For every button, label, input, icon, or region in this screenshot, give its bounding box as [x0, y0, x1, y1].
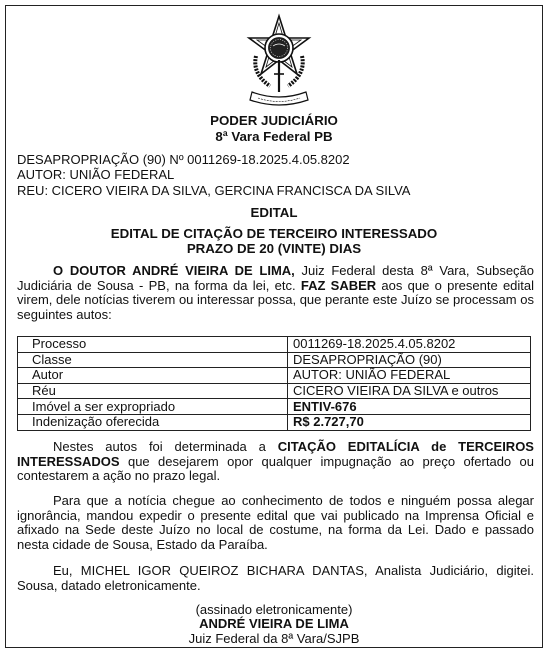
citation-bold: CITAÇÃO EDITALÍCIA de TERCEIROS INTERESSADOS [17, 439, 534, 469]
table-value-cell: 0011269-18.2025.4.05.8202 [288, 337, 531, 353]
table-row [18, 399, 531, 415]
case-autor-line: AUTOR: UNIÃO FEDERAL [17, 167, 175, 182]
intro-text-1: Juiz Federal desta 8ª Vara, Subseção Judiciária de Sousa - PB, na forma da lei, etc. [17, 263, 535, 293]
intro-text-2: aos que o presente edital virem, dele notícias tiverem ou interessar possa, que perante este Juízo se processam os seguintes autos: [17, 277, 535, 322]
citation-text-2: que desejarem opor qualquer impugnação ao preço ofertado ou contestarem a ação no prazo legal. [17, 453, 534, 484]
intro-paragraph [17, 264, 534, 322]
table-row [18, 337, 531, 353]
edital-main-title: EDITAL DE CITAÇÃO DE TERCEIRO INTERESSADO [110, 226, 438, 241]
publication-paragraph [17, 494, 534, 552]
table-label-cell: Classe [18, 352, 288, 368]
case-number-line: DESAPROPRIAÇÃO (90) Nº 0011269-18.2025.4.05.8202 [17, 152, 350, 167]
table-row [18, 352, 531, 368]
table-label-cell: Processo [18, 337, 288, 353]
table-label-cell: Autor [18, 368, 288, 384]
table-value-cell: CICERO VIEIRA DA SILVA e outros [288, 383, 531, 399]
signature-note: (assinado eletronicamente) [195, 602, 353, 617]
court-name: PODER JUDICIÁRIO [210, 113, 338, 128]
prazo-title: PRAZO DE 20 (VINTE) DIAS [186, 241, 362, 256]
analyst-text: Eu, MICHEL IGOR QUEIROZ BICHARA DANTAS, Analista Judiciário, digitei. Sousa, datado eletronicamente. [17, 563, 534, 593]
autos-table [17, 336, 531, 431]
publication-text: Para que a notícia chegue ao conhecimento de todos e ninguém possa alegar ignorância, mandou expedir o presente edital que vai publicado na Imprensa Oficial e afixado na Sede deste Juízo no local de costume, na forma da Lei. Dado e passado nesta cidade de Sousa, Estado da Paraíba. [17, 493, 534, 552]
citation-text-1: Nestes autos foi determinada a [53, 439, 278, 454]
vara-name: 8ª Vara Federal PB [215, 129, 333, 144]
table-label-cell: Imóvel a ser expropriado [18, 399, 288, 415]
signature-paragraph [17, 564, 534, 593]
table-value-cell: DESAPROPRIAÇÃO (90) [288, 352, 531, 368]
brazil-coat-of-arms-icon [244, 12, 314, 112]
citation-paragraph [17, 440, 534, 484]
table-row [18, 368, 531, 384]
faz-saber-bold: FAZ SABER [300, 277, 377, 293]
judge-name-bold: O DOUTOR ANDRÉ VIEIRA DE LIMA, [53, 263, 295, 278]
table-value-cell: R$ 2.727,70 [288, 414, 531, 430]
case-reu-line: REU: CICERO VIEIRA DA SILVA, GERCINA FRANCISCA DA SILVA [17, 183, 411, 198]
table-row [18, 414, 531, 430]
table-label-cell: Réu [18, 383, 288, 399]
notice-frame [5, 5, 543, 648]
signer-role: Juiz Federal da 8ª Vara/SJPB [188, 631, 360, 646]
table-label-cell: Indenização oferecida [18, 414, 288, 430]
table-value-cell: AUTOR: UNIÃO FEDERAL [288, 368, 531, 384]
edital-title: EDITAL [250, 205, 298, 220]
table-value-cell: ENTIV-676 [288, 399, 531, 415]
signer-name: ANDRÉ VIEIRA DE LIMA [199, 616, 349, 631]
table-row [18, 383, 531, 399]
